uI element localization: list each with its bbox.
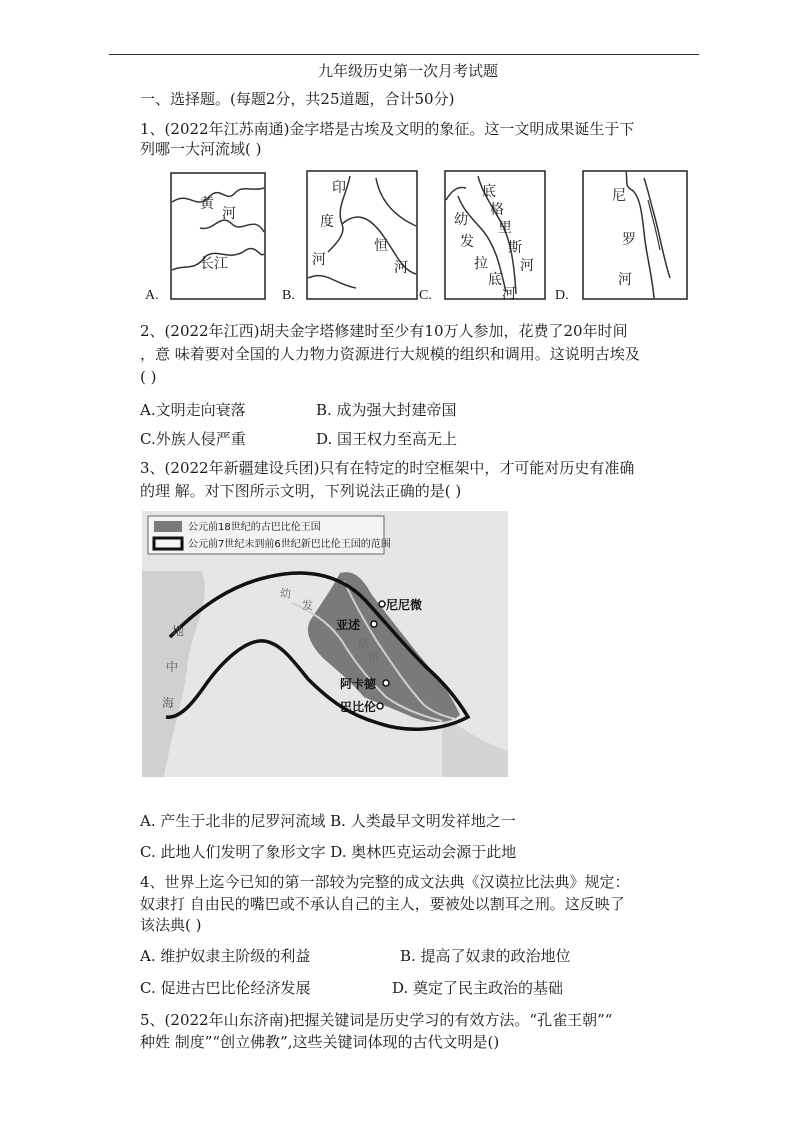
q1-map-d-label-2: 罗 (622, 232, 636, 248)
q1-map-c-label-9: 斯 (508, 240, 522, 256)
q1-map-c-label-3: 拉 (474, 256, 488, 272)
river-tigris-1: 底 (358, 637, 369, 650)
q1-stem-line2: 列哪一大河流域( ) (140, 140, 262, 158)
q1-map-d-label-1: 尼 (612, 188, 626, 204)
q1-map-d[interactable] (582, 170, 688, 300)
q1-map-c-label-2: 发 (460, 234, 474, 250)
q1-option-d-label[interactable]: D. (555, 288, 569, 303)
q1-option-b-label[interactable]: B. (282, 288, 295, 303)
q1-map-a-label-1: 黄 (200, 196, 214, 212)
q1-stem-line1: 1、(2022年江苏南通)金字塔是古埃及文明的象征。这一文明成果诞生于下 (140, 120, 635, 138)
river-tigris-2: 格 (368, 651, 379, 664)
legend-old-babylon: 公元前18世纪的古巴比伦王国 (188, 522, 321, 533)
legend-new-babylon: 公元前7世纪末到前6世纪新巴比伦王国的范围 (188, 539, 391, 550)
q2-stem-line2: ，意 味着要对全国的人力物力资源进行大规模的组织和调用。这说明古埃及 (140, 345, 640, 363)
q4-option-d[interactable]: D. 奠定了民主政治的基础 (392, 979, 564, 997)
q3-stem-line1: 3、(2022年新疆建设兵团)只有在特定的时空框架中，才可能对历史有准确 (140, 459, 635, 477)
top-rule (109, 54, 699, 55)
q3-mesopotamia-map (142, 511, 508, 777)
city-nineveh: 尼尼微 (386, 598, 423, 612)
legend-swatch-old-babylon (154, 521, 182, 532)
q4-option-c[interactable]: C. 促进古巴比伦经济发展 (140, 979, 311, 997)
q4-stem-line2: 奴隶打 自由民的嘴巴或不承认自己的主人，要被处以割耳之刑。这反映了 (140, 895, 625, 913)
q2-stem-line3: ( ) (140, 368, 157, 386)
q1-map-c-label-7: 格 (490, 202, 504, 218)
sea-label-1: 地 (172, 624, 185, 638)
q1-map-d-label-3: 河 (618, 272, 632, 288)
q1-map-b-label-4: 恒 (374, 238, 388, 254)
q2-option-d[interactable]: D. 国王权力至高无上 (316, 430, 458, 448)
q1-map-c-label-10: 河 (520, 258, 534, 274)
q1-map-c-label-1: 幼 (454, 212, 468, 228)
q2-option-b[interactable]: B. 成为强大封建帝国 (316, 401, 457, 419)
q1-map-b-label-2: 度 (320, 214, 334, 230)
q1-map-c[interactable] (444, 170, 546, 300)
q1-option-c-label[interactable]: C. (419, 288, 432, 303)
q1-option-a-label[interactable]: A. (145, 288, 159, 303)
q4-option-b[interactable]: B. 提高了奴隶的政治地位 (400, 947, 571, 965)
sea-label-2: 中 (166, 660, 179, 674)
q1-map-a[interactable] (170, 172, 266, 300)
q2-stem-line1: 2、(2022年江西)胡夫金字塔修建时至少有10万人参加，花费了20年时间 (140, 322, 628, 340)
q2-option-a[interactable]: A.文明走向衰落 (140, 401, 246, 419)
q1-map-c-label-6: 底 (482, 184, 496, 200)
page-title: 九年级历史第一次月考试题 (318, 62, 499, 80)
q5-stem-line1: 5、(2022年山东济南)把握关键词是历史学习的有效方法。“孔雀王朝”“ (140, 1011, 613, 1029)
city-akkad: 阿卡德 (340, 677, 377, 691)
river-euphrates-2: 发 (302, 599, 313, 612)
q1-map-b[interactable] (306, 170, 418, 300)
q1-map-b-label-1: 印 (332, 180, 346, 196)
q1-map-a-label-2: 河 (222, 206, 236, 222)
city-babylon: 巴比伦 (340, 700, 377, 714)
q3-options-ab[interactable]: A. 产生于北非的尼罗河流域 B. 人类最早文明发祥地之一 (140, 812, 516, 830)
q3-stem-line2: 的理 解。对下图所示文明，下列说法正确的是( ) (140, 482, 462, 500)
q4-stem-line1: 4、世界上迄今已知的第一部较为完整的成文法典《汉谟拉比法典》规定： (140, 873, 630, 891)
river-euphrates-1: 幼 (280, 587, 291, 600)
q1-map-b-label-5: 河 (394, 260, 408, 276)
q4-stem-line3: 该法典( ) (140, 916, 202, 934)
q1-map-b-label-3: 河 (312, 252, 326, 268)
sea-label-3: 海 (162, 696, 175, 710)
q5-stem-line2: 种姓 制度”“创立佛教”,这些关键词体现的古代文明是() (140, 1033, 500, 1051)
q1-map-c-label-5: 河 (502, 286, 516, 300)
q1-map-c-label-8: 里 (498, 220, 512, 236)
q1-map-a-label-3: 长江 (200, 256, 228, 272)
q4-option-a[interactable]: A. 维护奴隶主阶级的利益 (140, 947, 311, 965)
q2-option-c[interactable]: C.外族人侵严重 (140, 430, 246, 448)
section-heading: 一、选择题。(每题2分，共25道题，合计50分) (140, 90, 455, 108)
q3-options-cd[interactable]: C. 此地人们发明了象形文字 D. 奥林匹克运动会源于此地 (140, 843, 517, 861)
q1-map-c-label-4: 底 (488, 272, 502, 288)
city-assur: 亚述 (336, 618, 361, 632)
